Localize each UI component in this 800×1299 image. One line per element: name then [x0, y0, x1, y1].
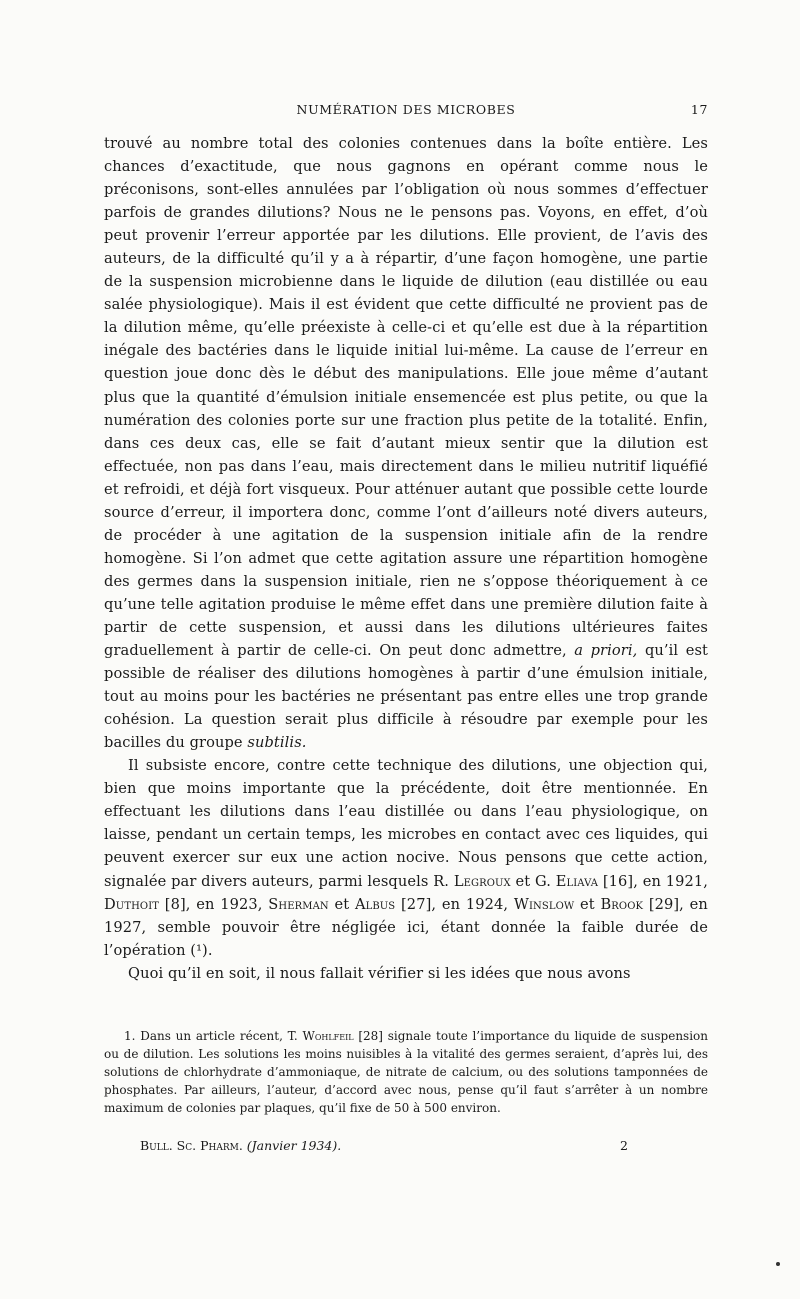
footnote-text-b: [28] signale toute l’importance du liquide de suspension ou de dilution. Les solutions les moins nuisibles à la vitalité des germes seraient, d’après lui, des solutions de chlorhydrate d’ammoniaque, de nitrate de calcium, ou des solutions tamponnées de phosphates. Par ailleurs, l’auteur, d’accord avec nous, pense qu’il faut s’arrêter à un nombre maximum de colonies par plaques, qu’il fixe de 50 à 500 environ.: [104, 1029, 708, 1116]
footnote-1: [104, 1027, 708, 1117]
author-legroux: Legroux: [453, 872, 511, 890]
paragraph-2-text-c: [16], en 1921,: [602, 872, 708, 890]
paragraph-2-text-g: et: [580, 895, 595, 913]
author-winslow: Winslow: [513, 895, 575, 913]
running-header: [104, 102, 708, 122]
author-duthoit: Duthoit: [104, 895, 160, 913]
paragraph-2-text-a: Il subsiste encore, contre cette technique des dilutions, une objection qui, bien que moins importante que la précédente, doit être mentionnée. En effectuant les dilutions dans l’eau distillée ou dans l’eau physiologique, on laisse, pendant un certain temps, les microbes en contact avec ces liquides, qui peuvent exercer sur eux une action nocive. Nous pensons que cette action, signalée par divers auteurs, parmi lesquels R.: [104, 757, 708, 890]
paragraph-1-text-a: trouvé au nombre total des colonies contenues dans la boîte entière. Les chances d’exactitude, que nous gagnons en opérant comme nous le préconisons, sont-elles annulées par l’obligation où nous sommes d’effectuer parfois de grandes dilutions? Nous ne le pensons pas. Voyons, en effet, d’où peut provenir l’erreur apportée par les dilutions. Elle provient, de l’avis des auteurs, de la difficulté qu’il y a à répartir, d’une façon homogène, une partie de la suspension microbienne dans le liquide de dilution (eau distillée ou eau salée physiologique). Mais il est évident que cette difficulté ne provient pas de la dilution même, qu’elle préexiste à celle-ci et qu’elle est due à la répartition inégale des bactéries dans le liquide initial lui-même. La cause de l’erreur en question joue donc dès le début des manipulations. Elle joue même d’autant plus que la quantité d’émulsion initiale ensemencée est plus petite, ou que la numération des colonies porte sur une fraction plus petite de la totalité. Enfin, dans ces deux cas, elle se fait d’autant mieux sentir que la dilution est effectuée, non pas dans l’eau, mais directement dans le milieu nutritif liquéfié et refroidi, et déjà fort visqueux. Pour atténuer autant que possible cette lourde source d’erreur, il importera donc, comme l’ont d’ailleurs noté divers auteurs, de procéder à une agitation de la suspension initiale afin de la rendre homogène. Si l’on admet que cette agitation assure une répartition homogène des germes dans la suspension initiale, rien ne s’oppose théoriquement à ce qu’une telle agitation produise le même effet dans une première dilution faite à partir de cette suspension, et aussi dans les dilutions ultérieures faites graduellement à partir de celle-ci. On peut donc admettre,: [104, 135, 708, 660]
page-footer: [104, 1138, 708, 1156]
paragraph-1: [104, 132, 708, 754]
page-number: 17: [690, 102, 708, 117]
paragraph-2-text-e: et: [334, 895, 350, 913]
paragraph-2-text-f: [27], en 1924,: [401, 895, 509, 913]
paragraph-2-text-b: et G.: [515, 872, 551, 890]
journal-date: (Janvier 1934).: [246, 1138, 342, 1153]
italic-subtilis: subtilis.: [247, 734, 307, 752]
running-title: NUMÉRATION DES MICROBES: [296, 102, 516, 117]
author-eliava: Eliava: [555, 872, 599, 890]
journal-name: Bull. Sc. Pharm.: [140, 1138, 243, 1153]
italic-a-priori: a priori,: [574, 642, 638, 660]
footnotes: [104, 1027, 708, 1117]
author-wohlfeil: Wohlfeil: [302, 1029, 354, 1043]
speck-mark: [776, 1262, 780, 1266]
paragraph-2: [104, 754, 708, 961]
paragraph-2-text-d: [8], en 1923,: [164, 895, 263, 913]
body-text: [104, 132, 708, 985]
footnote-text-a: 1. Dans un article récent, T.: [124, 1029, 298, 1043]
author-sherman: Sherman: [268, 895, 329, 913]
sheet-number: 2: [620, 1138, 628, 1153]
paragraph-1-text-b: qu’il est possible de réaliser des dilutions homogènes à partir d’une émulsion initiale, tout au moins pour les bactéries ne présentant pas entre elles une trop grande cohésion. La question serait plus difficile à résoudre par exemple pour les bacilles du groupe: [104, 642, 708, 752]
author-albus: Albus: [354, 895, 396, 913]
journal-reference: [140, 1138, 341, 1153]
author-brook: Brook: [600, 895, 644, 913]
paragraph-3: Quoi qu’il en soit, il nous fallait vérifier si les idées que nous avons: [128, 964, 631, 982]
paragraph-2-text-h: [29], en 1927, semble pouvoir être négligée ici, étant donnée la faible durée de l’opération (¹).: [104, 895, 708, 959]
